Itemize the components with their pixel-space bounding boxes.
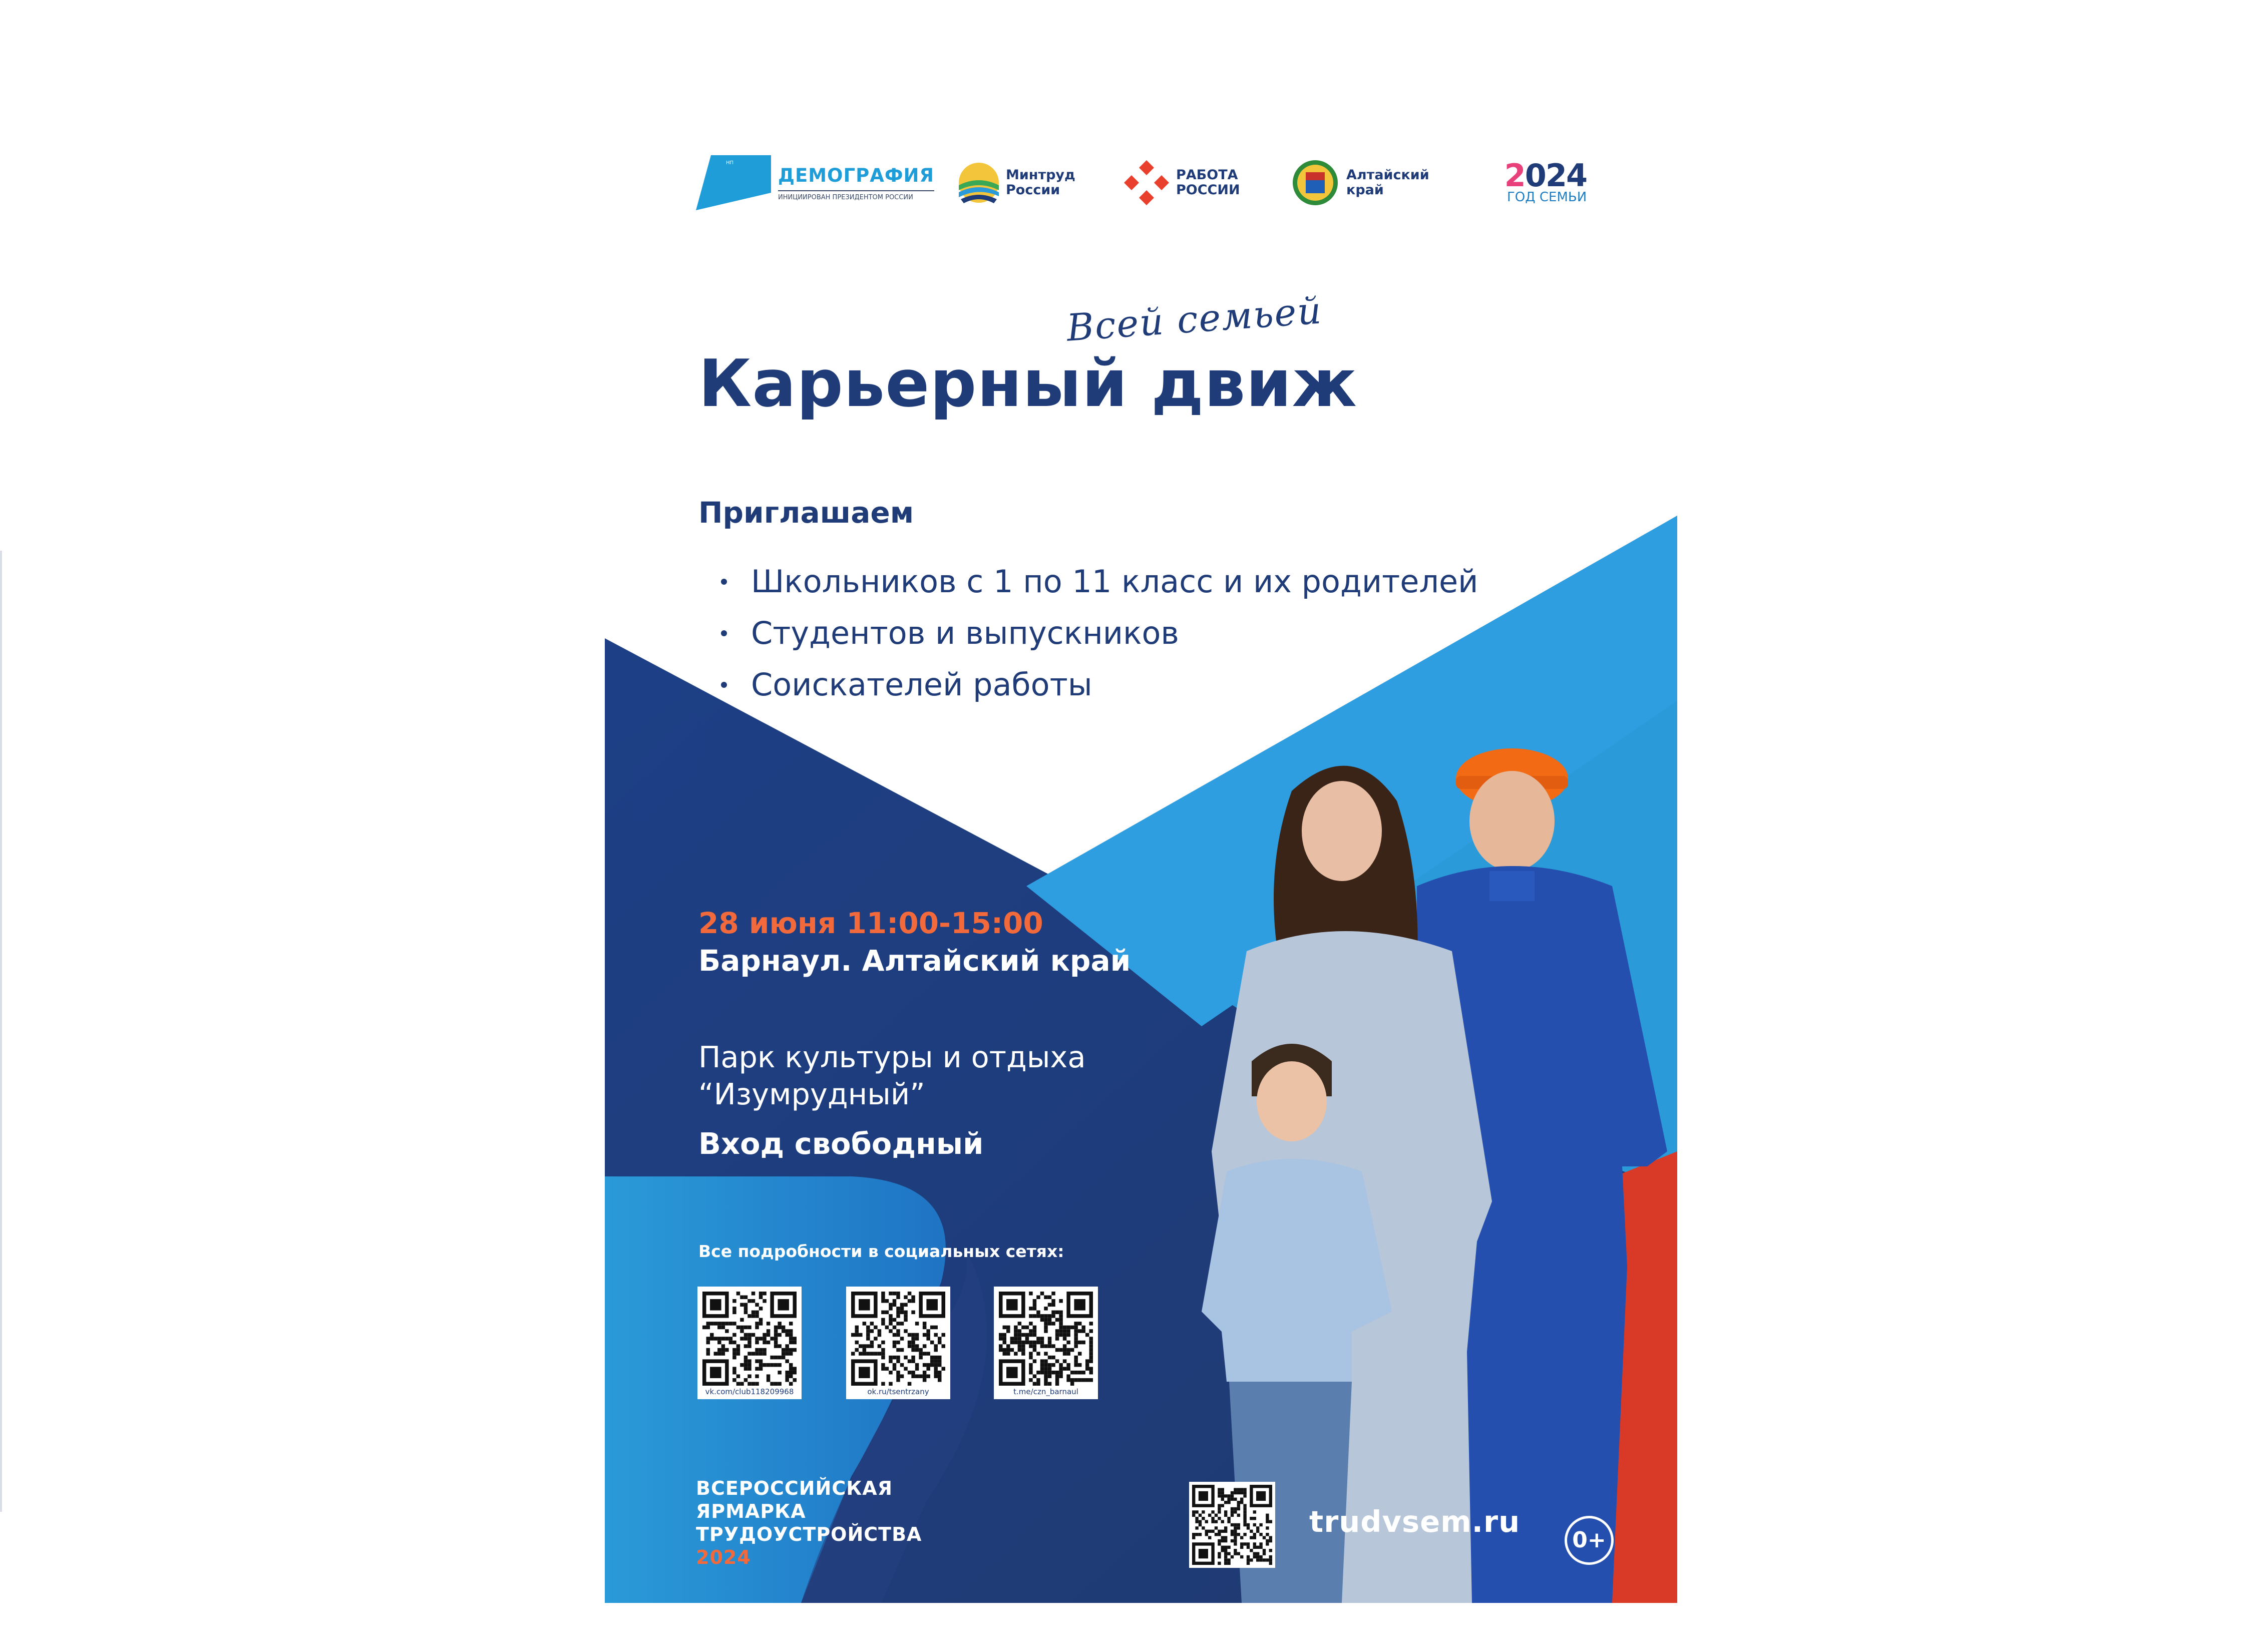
fair-title: [696, 1477, 922, 1569]
mintrud-line2: России: [1006, 182, 1060, 198]
event-city: Барнаул. Алтайский край: [698, 944, 1131, 978]
bullet: [721, 630, 727, 636]
svg-text:НП: НП: [726, 160, 734, 166]
event-place-line2: “Изумрудный”: [698, 1077, 925, 1111]
demography-title: ДЕМОГРАФИЯ: [778, 164, 934, 186]
year-caption: ГОД СЕМЬИ: [1507, 190, 1587, 205]
qr-code-icon: [851, 1292, 945, 1386]
demography-subtitle: ИНИЦИИРОВАН ПРЕЗИДЕНТОМ РОССИИ: [778, 190, 934, 201]
list-item: Школьников с 1 по 11 класс и их родителей: [721, 556, 1478, 607]
site-link[interactable]: trudvsem.ru: [1309, 1504, 1521, 1539]
qr-telegram[interactable]: [994, 1287, 1098, 1399]
qr-telegram-caption: t.me/czn_barnaul: [1013, 1387, 1078, 1396]
page-title: Карьерный движ: [698, 345, 1357, 422]
fair-line3: ТРУДОУСТРОЙСТВА: [696, 1523, 922, 1545]
altai-line2: край: [1346, 182, 1384, 198]
event-place-line1: Парк культуры и отдыха: [698, 1040, 1086, 1074]
audience-list: [721, 556, 1478, 710]
fair-year: 2024: [696, 1546, 751, 1568]
bullet: [721, 682, 727, 688]
fair-line2: ЯРМАРКА: [696, 1500, 806, 1522]
altai-line1: Алтайский: [1346, 167, 1429, 183]
qr-trudvsem[interactable]: [1189, 1482, 1275, 1568]
qr-ok-caption: ok.ru/tsentrzany: [867, 1387, 929, 1396]
qr-code-icon: [999, 1292, 1093, 1386]
qr-code-icon: [702, 1292, 797, 1386]
qr-code-icon: [1192, 1485, 1272, 1565]
qr-ok[interactable]: [846, 1287, 950, 1399]
invite-heading: Приглашаем: [698, 496, 914, 530]
age-rating-badge: 0+: [1565, 1516, 1614, 1565]
rabota-line2: РОССИИ: [1176, 182, 1240, 198]
qr-vk-caption: vk.com/club118209968: [705, 1387, 794, 1396]
event-date-time: 28 июня 11:00-15:00: [698, 906, 1043, 940]
list-item: Соискателей работы: [721, 659, 1478, 710]
headline-script: Всей семьей: [1065, 289, 1324, 350]
year-number: 2024: [1504, 157, 1587, 194]
qr-vk[interactable]: [697, 1287, 802, 1399]
fair-line1: ВСЕРОССИЙСКАЯ: [696, 1477, 893, 1499]
mintrud-line1: Минтруд: [1006, 167, 1075, 183]
event-entry: Вход свободный: [698, 1126, 984, 1161]
event-place: [698, 1039, 1085, 1113]
rabota-line1: РАБОТА: [1176, 167, 1238, 183]
social-heading: Все подробности в социальных сетях:: [698, 1242, 1064, 1261]
bullet: [721, 579, 727, 585]
list-item: Студентов и выпускников: [721, 607, 1478, 659]
